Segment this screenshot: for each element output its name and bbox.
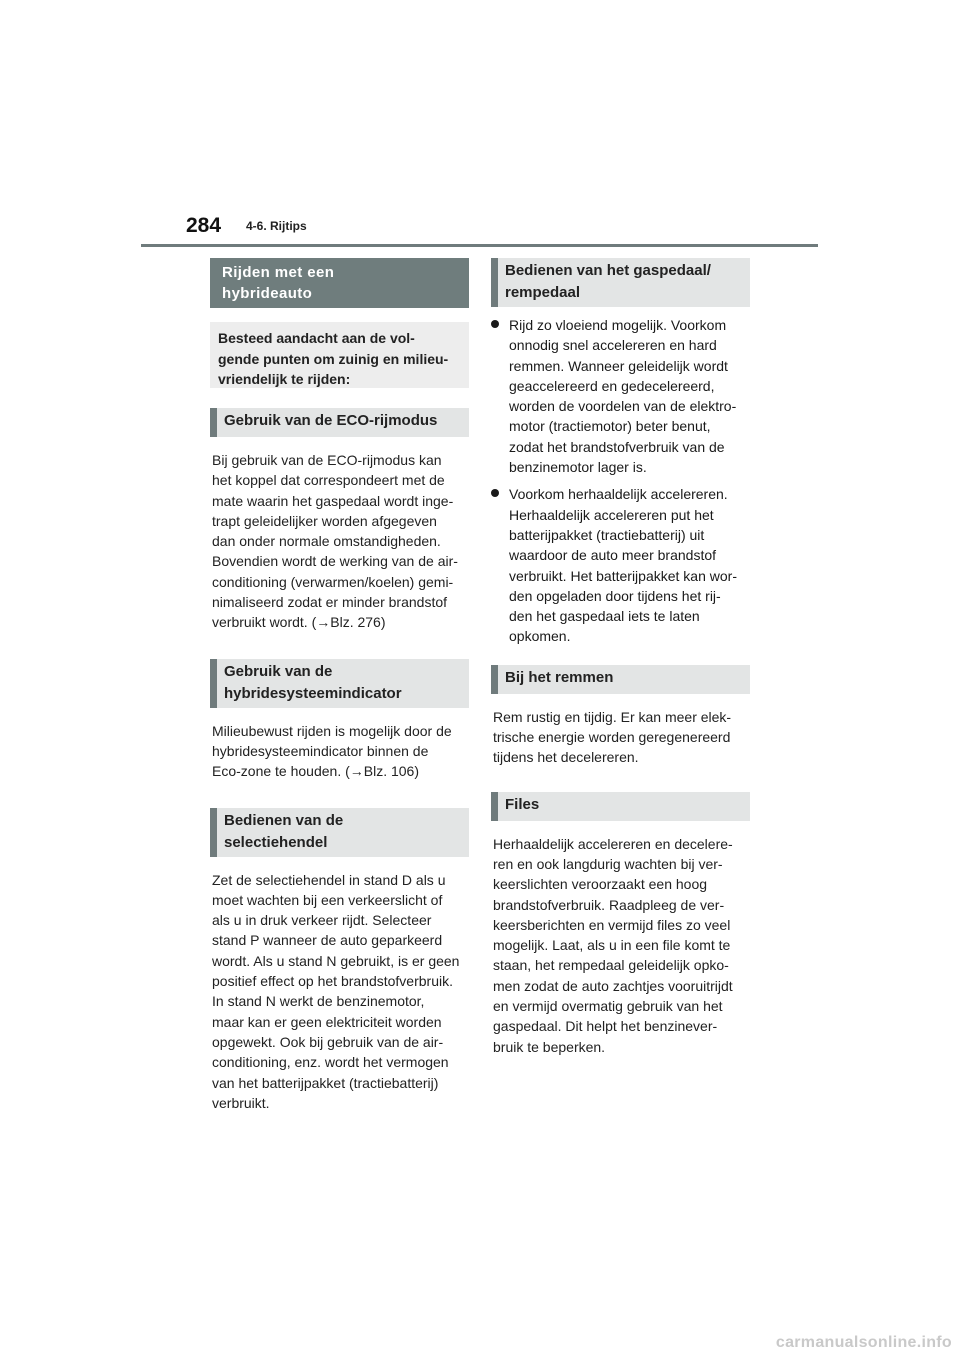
list-item <box>491 315 750 477</box>
chapter-title: Rijden met een hybrideauto <box>210 258 469 308</box>
body-selector-lever: Zet de selectiehendel in stand D als u moet wachten bij een verkeerslicht of als u in druk verkeer rijdt. Selecteer stand P wanneer de auto geparkeerd wordt. Als u stand N gebruikt, is er geen positief effect op het brandstofverbruik. In stand N werkt de benzinemotor, maar kan er geen elektriciteit worden opgewekt. Ook bij gebruik van de air- conditioning, enz. wordt het vermogen van het batterijpakket (tractiebatterij) verbruikt. <box>212 871 460 1111</box>
bullet-text: Voorkom herhaaldelijk accelereren. Herhaaldelijk accelereren put het batterijpakket (tractiebatterij) uit waardoor de auto meer brandstof verbruikt. Het batterijpakket kan wor- den opgeladen door tijdens het rij- den het gaspedaal iets te laten opkomen. <box>509 486 737 645</box>
intro-box: Besteed aandacht aan de vol- gende punten om zuinig en milieu- vriendelijk te rijden: <box>210 322 469 388</box>
left-column <box>210 258 469 1113</box>
body-hybrid-indicator: Milieubewust rijden is mogelijk door de hybridesysteemindicator binnen de Eco-zone te houden. (→Blz. 106) <box>212 722 452 780</box>
list-item <box>491 484 750 646</box>
bullet-text: Rijd zo vloeiend mogelijk. Voorkom onnodig snel accelereren en hard remmen. Wanneer geleidelijk wordt geaccelereerd en gedecelereerd, worden de voordelen van de elektro- motor (tractiemotor) beter benut, zodat het brandstofverbruik van de benzinemotor lager is. <box>509 317 737 476</box>
bullet-icon <box>491 320 499 328</box>
heading-eco-mode: Gebruik van de ECO-rijmodus <box>210 408 469 437</box>
body-traffic-jams: Herhaaldelijk accelereren en decelere- ren en ook langdurig wachten bij ver- keerslichten veroorzaakt een hoog brandstofverbruik. Raadpleeg de ver- keersberichten en vermijd files zo veel mogelijk. Laat, als u in een file komt te staan, het rempedaal geleidelijk opko- men zodat de auto zachtjes vooruitrijdt en vermijd overmatig gebruik van het gaspedaal. Dit helpt het benzinever- bruik te beperken. <box>493 835 733 1055</box>
page-number: 284 <box>186 214 222 237</box>
body-braking: Rem rustig en tijdig. Er kan meer elek- trische energie worden geregenereerd tijdens het decelereren. <box>493 708 732 766</box>
heading-hybrid-indicator: Gebruik van de hybridesysteemindicator <box>210 659 469 708</box>
heading-pedals: Bedienen van het gaspedaal/ rempedaal <box>491 258 750 307</box>
bullet-icon <box>491 489 499 497</box>
body-eco-mode: Bij gebruik van de ECO-rijmodus kan het koppel dat correspondeert met de mate waarin het gaspedaal wordt inge- trapt geleidelijker worden afgegeven dan onder normale omstandigheden. Bovendien wordt de werking van de air- conditioning (verwarmen/koelen) gemi- nimaliseerd zodat er minder brandstof verbruikt wordt. (→Blz. 276) <box>212 452 458 631</box>
heading-braking: Bij het remmen <box>491 665 750 694</box>
right-column <box>491 258 750 1057</box>
pedal-bullet-list <box>491 315 750 647</box>
heading-traffic-jams: Files <box>491 792 750 821</box>
header-rule <box>141 244 818 247</box>
section-label: 4-6. Rijtips <box>246 219 307 233</box>
heading-selector-lever: Bedienen van de selectiehendel <box>210 808 469 857</box>
watermark: carmanualsonline.info <box>775 1334 952 1351</box>
